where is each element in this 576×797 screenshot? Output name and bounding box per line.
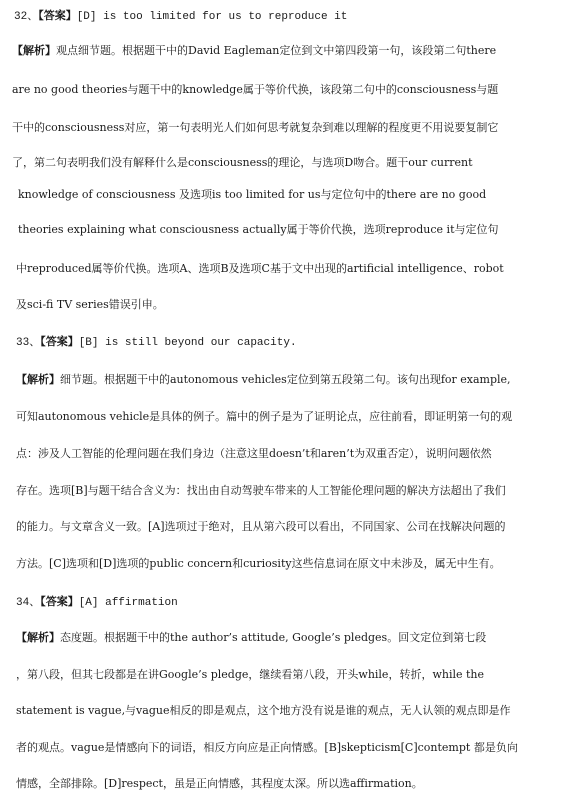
analysis-line: 可知autonomous vehicle是具体的例子。篇中的例子是为了证明论点，应往前看，即证明第一句的观	[16, 410, 513, 423]
answer-line-34	[16, 595, 178, 610]
analysis-line: 了，第二句表明我们没有解释什么是consciousness的理论，与选项D吻合。题干our current	[12, 156, 473, 169]
analysis-line: knowledge of consciousness 及选项is too limited for us与定位句中的there are no good	[18, 188, 487, 201]
analysis-line: 中reproduced属等价代换。选项A、选项B及选项C基于文中出现的artificial intelligence、robot	[16, 262, 504, 275]
analysis-text: 细节题。根据题干中的autonomous vehicles定位到第五段第二句。该句出现for example,	[60, 373, 511, 386]
answer-text: [B] is still beyond our capacity.	[78, 337, 297, 349]
answer-text: [D] is too limited for us to reproduce it	[76, 11, 348, 23]
analysis-line: are no good theories与题干中的knowledge属于等价代换，该段第二句中的consciousness与题	[12, 83, 499, 96]
analysis-line: 干中的consciousness对应，第一句表明光人们如何思考就复杂到难以理解的程度更不用说要复制它	[12, 121, 499, 134]
analysis-line	[12, 44, 496, 58]
analysis-line: 情感，全部排除。[D]respect，虽是正向情感，其程度太深。所以选affirmation。	[16, 777, 423, 790]
analysis-text: 观点细节题。根据题干中的David Eagleman定位到文中第四段第一句，该段第二句there	[56, 44, 497, 57]
analysis-tag: 【解析】	[12, 44, 56, 57]
answer-tag: 【答案】	[40, 335, 79, 348]
analysis-line: 点：涉及人工智能的伦理问题在我们身边（注意这里doesn’t和aren’t为双重否定），说明问题依然	[16, 447, 492, 460]
question-number: 33、	[16, 337, 41, 349]
analysis-line: 及sci-fi TV series错误引申。	[16, 298, 164, 311]
analysis-line: 存在。选项[B]与题干结合含义为：找出由自动驾驶车带来的人工智能伦理问题的解决方法超出了我们	[16, 484, 506, 497]
analysis-tag: 【解析】	[16, 631, 60, 644]
analysis-line: statement is vague,与vague相反的即是观点，这个地方没有说是谁的观点，无人认领的观点即是作	[16, 704, 511, 717]
question-number: 32、	[14, 11, 39, 23]
answer-line-32	[14, 9, 347, 24]
answer-tag: 【答案】	[40, 595, 79, 608]
analysis-line	[16, 631, 486, 645]
analysis-line: 的能力。与文章含义一致。[A]选项过于绝对，且从第六段可以看出，不同国家、公司在找解决问题的	[16, 520, 506, 533]
answer-line-33	[16, 335, 297, 350]
analysis-line: 者的观点。vague是情感向下的词语，相反方向应是正向情感。[B]skepticism[C]contempt 都是负向	[16, 741, 518, 754]
question-number: 34、	[16, 597, 41, 609]
analysis-line	[16, 373, 511, 387]
analysis-line: 方法。[C]选项和[D]选项的public concern和curiosity这些信息词在原文中未涉及，属无中生有。	[16, 557, 501, 570]
analysis-tag: 【解析】	[16, 373, 60, 386]
analysis-text: 态度题。根据题干中的the author’s attitude, Google’s pledges。回文定位到第七段	[60, 631, 487, 644]
analysis-line: theories explaining what consciousness actually属于等价代换，选项reproduce it与定位句	[18, 223, 499, 236]
answer-tag: 【答案】	[38, 9, 77, 22]
answer-text: [A] affirmation	[78, 597, 178, 609]
analysis-line: ，第八段，但其七段都是在讲Google’s pledge，继续看第八段，开头while，转折，while the	[16, 668, 485, 681]
